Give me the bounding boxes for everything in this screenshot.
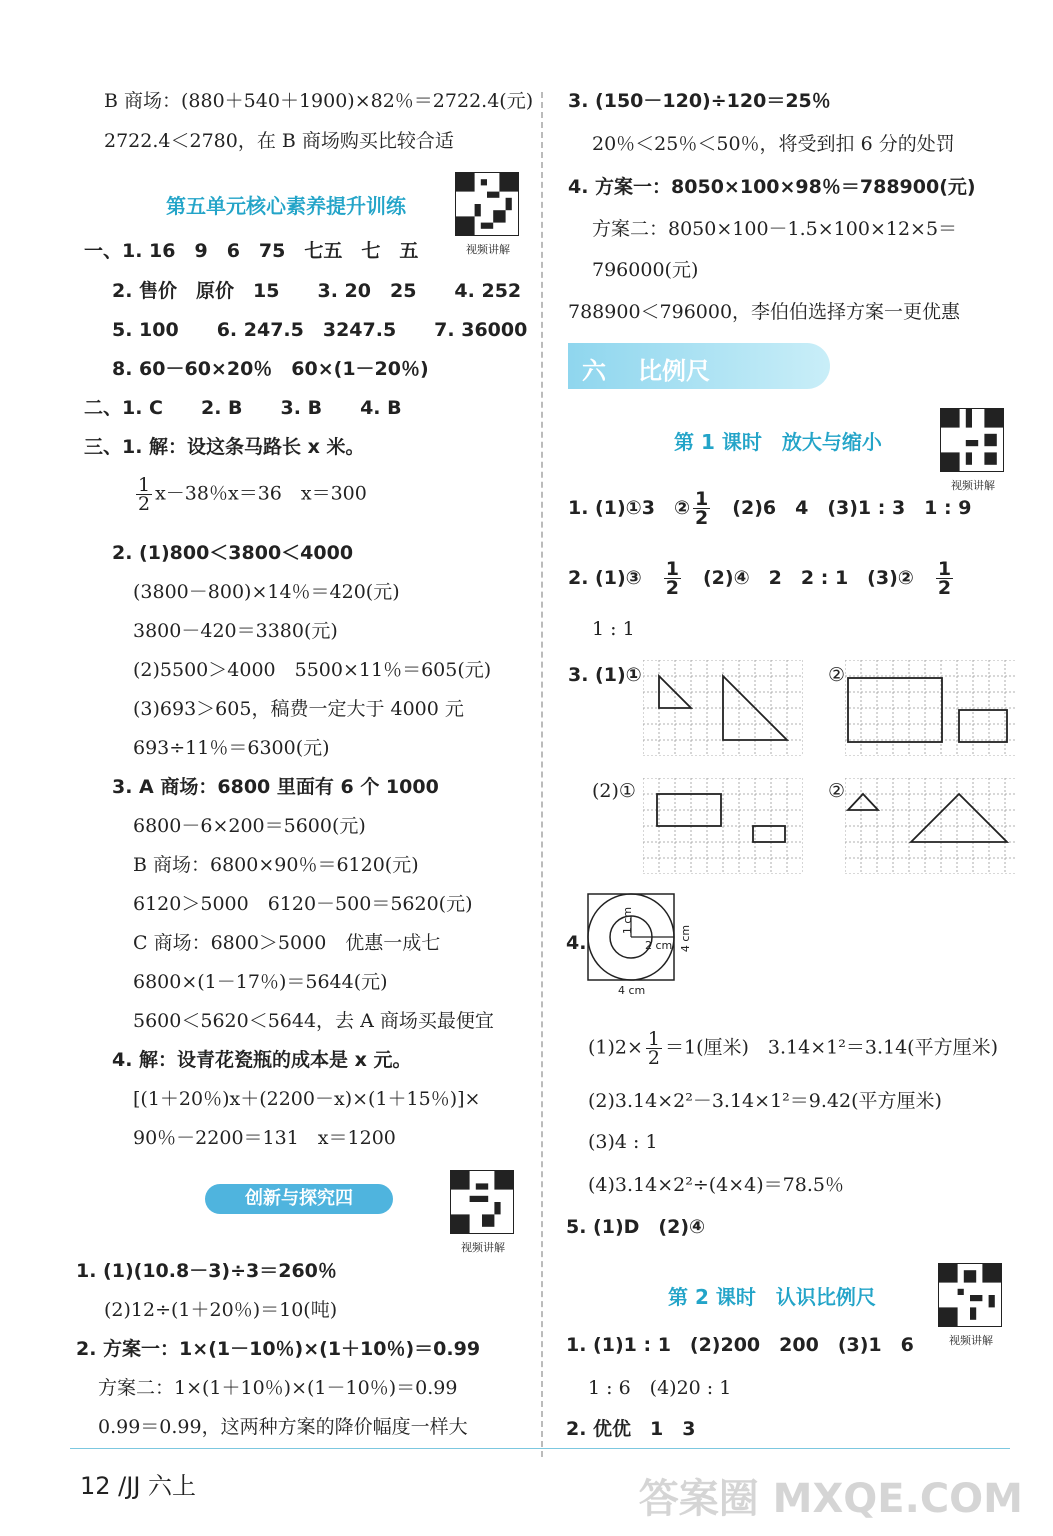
dimension-label: 4 cm — [618, 984, 646, 997]
answer-line: 90％－2200＝131 x＝1200 — [133, 1127, 396, 1149]
page-number: 12 /JJ 六上 — [80, 1472, 197, 1500]
fraction: $\frac{1}{2}$ — [665, 558, 679, 599]
lesson-title: 第 2 课时 认识比例尺 — [668, 1285, 876, 1309]
answer-line: 1 : 1 — [592, 618, 635, 640]
answer-line: 4. 方案一：8050×100×98％＝788900(元) — [568, 176, 976, 198]
answer-line: 6120＞5000 6120－500＝5620(元) — [133, 893, 473, 915]
section-badge: 创新与探究四 — [205, 1184, 393, 1214]
answer-line: 三、1. 解：设这条马路长 x 米。 — [84, 436, 365, 458]
answer-line: 20％＜25％＜50％，将受到扣 6 分的处罚 — [592, 133, 955, 155]
answer-line: 2. (1)③ $\frac{1}{2}$ (2)④ 2 2 : 1 (3)② $\frac{1}{2}$ — [568, 558, 952, 599]
qr-code-icon[interactable] — [455, 172, 519, 256]
answer-line: 3. (1)① — [568, 664, 642, 686]
qr-code-icon[interactable] — [938, 1263, 1002, 1347]
answer-line: 二、1. C 2. B 3. B 4. B — [84, 397, 402, 419]
answer-line: 4. — [566, 932, 587, 954]
answer-line: 方案二：8050×100－1.5×100×12×5＝ — [592, 218, 958, 240]
chapter-title: 比例尺 — [638, 357, 710, 385]
answer-line: (3800－800)×14％＝420(元) — [133, 581, 400, 603]
answer-line: [(1＋20％)x＋(2200－x)×(1＋15％)]× — [133, 1088, 481, 1110]
answer-line: $\frac{1}{2}$ x－38％x＝36 x＝300 — [138, 474, 367, 515]
answer-line: 1. (1)(10.8－3)÷3＝260％ — [76, 1260, 337, 1282]
answer-line: (2)① — [592, 780, 636, 802]
fraction: $\frac{1}{2}$ — [937, 558, 952, 599]
answer-line: 1. (1)1 : 1 (2)200 200 (3)1 6 — [566, 1334, 914, 1356]
answer-line: 4. 解：设青花瓷瓶的成本是 x 元。 — [112, 1049, 412, 1071]
answer-line: (1)2× $\frac{1}{2}$ ＝1(厘米) 3.14×1²＝3.14(平方厘米) — [588, 1028, 998, 1069]
dimension-label: 1 cm — [621, 906, 635, 935]
answer-line: (2)12÷(1＋20％)＝10(吨) — [104, 1299, 338, 1321]
watermark-logo: 答案圈 MXQE.COM — [638, 1476, 1023, 1522]
answer-line: 一、1. 16 9 6 75 七五 七 五 — [84, 240, 419, 262]
answer-line: 3. A 商场：6800 里面有 6 个 1000 — [112, 776, 439, 798]
answer-line: 5600＜5620＜5644，去 A 商场买最便宜 — [133, 1010, 494, 1032]
answer-line: 2. 售价 原价 15 3. 20 25 4. 252 — [112, 280, 522, 302]
fraction: $\frac{1}{2}$ — [647, 1028, 661, 1069]
grid-figure-enlarge-triangle — [643, 660, 803, 756]
grid-figure-enlarge-triangle-2 — [845, 778, 1017, 874]
answer-line: 8. 60－60×20％ 60×(1－20％) — [112, 358, 429, 380]
answer-line: 6800×(1－17％)＝5644(元) — [133, 971, 388, 993]
qr-code-icon[interactable] — [940, 408, 1004, 492]
answer-line: (4)3.14×2²÷(4×4)＝78.5％ — [588, 1174, 844, 1196]
lesson-title: 第 1 课时 放大与缩小 — [674, 430, 882, 454]
text-line: B 商场：(880＋540＋1900)×82％＝2722.4(元) — [104, 90, 534, 112]
answer-line: (2)3.14×2²－3.14×1²＝9.42(平方厘米) — [588, 1090, 942, 1112]
qr-caption: 视频讲解 — [461, 1241, 505, 1254]
chapter-number: 六 — [582, 357, 606, 385]
answer-line: 1 : 6 (4)20 : 1 — [588, 1377, 732, 1399]
answer-line: 2. 优优 1 3 — [566, 1418, 696, 1440]
grid-figure-shrink-rectangle-2 — [643, 778, 803, 874]
fraction: $\frac{1}{2}$ — [138, 474, 151, 515]
qr-code-icon[interactable] — [450, 1170, 514, 1254]
answer-line: 796000(元) — [592, 259, 699, 281]
column-divider — [541, 92, 543, 1457]
answer-line: 3. (150－120)÷120＝25％ — [568, 90, 831, 112]
text-line: 2722.4＜2780，在 B 商场购买比较合适 — [104, 130, 454, 152]
dimension-label: 4 cm — [679, 924, 693, 953]
answer-line: 方案二：1×(1＋10％)×(1－10％)＝0.99 — [98, 1377, 458, 1399]
fraction: $\frac{1}{2}$ — [695, 488, 709, 529]
answer-line: ② — [828, 664, 846, 686]
qr-caption: 视频讲解 — [466, 243, 510, 256]
answer-line: (2)5500＞4000 5500×11％＝605(元) — [133, 659, 492, 681]
answer-line: 6800－6×200＝5600(元) — [133, 815, 366, 837]
answer-line: (3)4 : 1 — [588, 1131, 658, 1153]
dimension-label: 2 cm — [645, 939, 673, 952]
footer-rule — [70, 1448, 1010, 1449]
answer-line: 1. (1)①3 ② $\frac{1}{2}$ (2)6 4 (3)1 : 3 1 : 9 — [568, 488, 972, 529]
answer-line: 2. 方案一：1×(1－10％)×(1＋10％)＝0.99 — [76, 1338, 481, 1360]
answer-line: B 商场：6800×90％＝6120(元) — [133, 854, 419, 876]
chapter-banner — [568, 343, 830, 389]
answer-line: ② — [828, 780, 846, 802]
answer-line: (3)693＞605，稿费一定大于 4000 元 — [133, 698, 464, 720]
grid-figure-shrink-rectangle — [845, 660, 1017, 756]
answer-line: 2. (1)800＜3800＜4000 — [112, 542, 354, 564]
answer-line: 5. (1)D (2)④ — [566, 1216, 706, 1238]
qr-caption: 视频讲解 — [951, 479, 995, 492]
answer-line: 3800－420＝3380(元) — [133, 620, 338, 642]
answer-line: 0.99＝0.99，这两种方案的降价幅度一样大 — [98, 1416, 468, 1438]
answer-line: 788900＜796000，李伯伯选择方案一更优惠 — [568, 301, 961, 323]
answer-line: C 商场：6800＞5000 优惠一成七 — [133, 932, 441, 954]
section-title: 第五单元核心素养提升训练 — [166, 194, 406, 218]
answer-line: 5. 100 6. 247.5 3247.5 7. 36000 — [112, 319, 528, 341]
answer-line: 693÷11％＝6300(元) — [133, 737, 330, 759]
qr-caption: 视频讲解 — [949, 1334, 993, 1347]
